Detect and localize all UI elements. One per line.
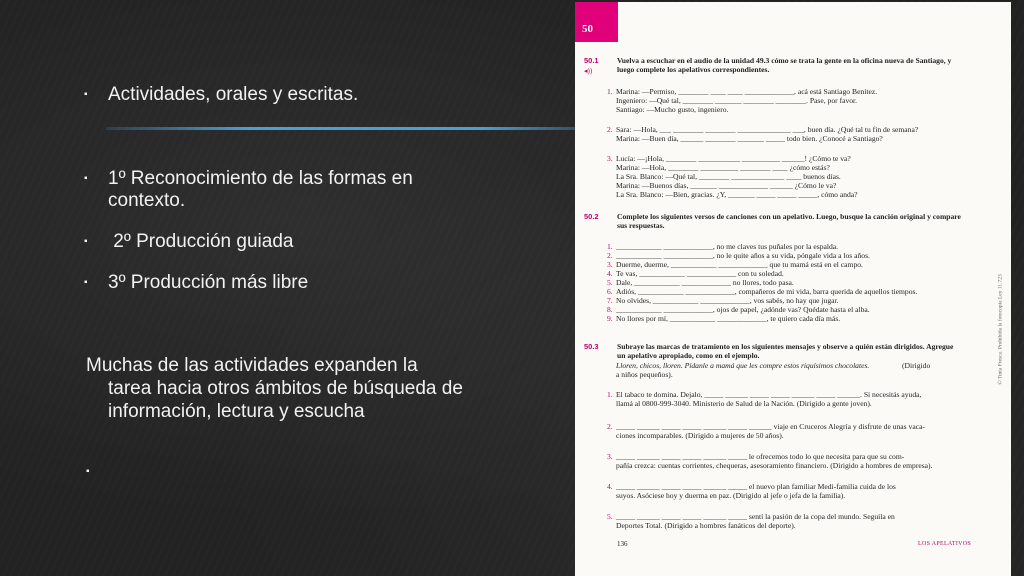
item-line: Marina: —Buenos días, _______ _____________ ______ ¿Cómo le va? [616,181,837,190]
item-line: Marina: —Buen día, ______ ________ _______ _____ todo bien. ¿Conocé a Santiago? [616,134,883,143]
exercise-number: 50.1 [584,56,599,65]
item-line: llamá al 0800-999-3040. Ministerio de Salud de la Nación. (Dirigido a gente joven). [616,399,872,408]
item-number: 3. [607,154,613,163]
exercise-50-1 [584,56,959,199]
item-number: 3. [607,260,613,269]
item-line: suyos. Asóciese hoy y duerma en paz. (Dirigido al jefe o jefa de la familia). [616,491,846,500]
item-line: pañía crezca: cuentas corrientes, chequeras, asesoramiento financiero. (Dirigido a hombres de empresa). [616,461,933,470]
bullet-mark: ▪ [84,89,88,100]
bullet-mark: ▪ [84,173,88,184]
footer-page-number: 136 [617,540,628,548]
item-number: 5. [607,278,613,287]
item-line: Lucía: —¡Hola, ________ ___________ __________ ______! ¿Cómo te va? [616,154,851,163]
item-number: 1. [607,242,613,251]
copyright-sidebar [995,252,1005,385]
item-line: Marina: —Hola, ________ __________ ________ ____ ¿cómo estás? [616,163,830,172]
exercise-instruction: Complete los siguientes versos de canciones con un apelativo. Luego, busque la canción original y compare sus respuestas. [617,212,961,231]
item-line: Duerme, duerme, ____________ _____________ que tu mamá está en el campo. [616,260,863,269]
example-note: (Dirigido [902,361,931,370]
paragraph [86,354,466,423]
item-number: 1. [607,390,613,399]
item-line: _____ ______ _____ _____ ______ _____ el nuevo plan familiar Medi-familia cuida de los [616,482,896,491]
item-number: 1. [607,87,613,96]
example-note-2: a niños pequeños). [616,370,673,379]
item-line: _____ ______ _____ _____ ______ _____ le ofrecemos todo lo que necesita para que su com- [616,452,905,461]
item-number: 5. [607,512,613,521]
item-line: Deportes Total. (Dirigido a hombres fanáticos del deporte). [616,521,796,530]
item-line: Ingeniero: —Qué tal, ________ _______ ________ ________. Pase, por favor. [616,96,858,105]
item-line: Marina: —Permiso, ________ ____ ____ _____________, acá está Santiago Benítez. [616,87,878,96]
item-number: 7. [607,296,613,305]
exercise-number: 50.3 [584,342,599,351]
item-line: No olvides, ____________ _____________, vos sabés, no hay que jugar. [616,296,839,305]
item-number: 2. [607,125,613,134]
item-number: 8. [607,305,613,314]
bullet-text: 1º Reconocimiento de las formas en contexto. [108,168,413,211]
empty-bullet: ▪ [86,466,90,477]
audio-icon: ◂)) [584,67,593,75]
bullet-text: Actividades, orales y escritas. [108,84,359,105]
exercise-instruction: Subraye las marcas de tratamiento en los siguientes mensajes y observe a quién están dirigidos. Agregue un apelativo apropiado, como en el ejemplo. [617,342,954,361]
bullet-mark: ▪ [84,277,88,288]
exercise-number: 50.2 [584,212,599,221]
paragraph-first-line: Muchas de las actividades expanden la [86,355,418,376]
copyright-text: © Tinta Fresca. Prohibida la fotocopia Ley 11.723 [997,274,1004,385]
item-line: La Sra. Blanco: —Bien, gracias. ¿Y, _______ _____ _____ _____, cómo anda? [616,190,858,199]
bullet-item [84,168,464,212]
item-number: 2. [607,422,613,431]
item-number: 9. [607,314,613,323]
item-line: Adiós, ____________ _____________, compañeros de mi vida, barra querida de aquellos tiempos. [616,287,918,296]
item-number: 3. [607,452,613,461]
bullet-item [84,84,358,106]
item-line: ____________ _____________, no le quite años a su vida, póngale vida a los años. [616,251,870,260]
item-line: ____________ _____________, ojos de papel, ¿adónde vas? Quédate hasta el alba. [616,305,870,314]
item-line: La Sra. Blanco: —Qué tal, ________ ______________ ____ buenos días. [616,172,841,181]
item-number: 4. [607,269,613,278]
item-line: ciones incomparables. (Dirigido a mujeres de 50 años). [616,431,784,440]
item-line: Sara: —Hola, ___ ________ ________ ______________ ___, buen día. ¿Qué tal tu fin de semana? [616,125,919,134]
example-text: Lloren, chicos, lloren. Pídanle a mamá que les compre estos riquísimos chocolates. [616,361,870,370]
footer-title: LOS APELATIVOS [918,541,972,547]
exercise-instruction: Vuelva a escuchar en el audio de la unidad 49.3 cómo se trata la gente en la oficina nueva de Santiago, y luego complete los apelativos correspondientes. [617,56,952,75]
bullet-mark: ▪ [84,236,88,247]
item-line: Dale, ____________ _____________ no llores, todo pasa. [616,278,794,287]
item-line: ____________ _____________, no me claves tus puñales por la espalda. [616,242,839,251]
exercise-50-2 [584,212,959,337]
paragraph-rest: tarea hacia otros ámbitos de búsqueda de información, lectura y escucha [108,378,463,422]
item-line: El tabaco te domina. Dejalo, _____ ______ _____ _____ ______ _____ ______. Si necesitás ayuda, [616,390,922,399]
exercise-50-3 [584,342,959,542]
bullet-item [84,231,293,253]
bullet-text: 2º Producción guiada [108,231,294,252]
bullet-text: 3º Producción más libre [108,272,309,293]
bullet-item [84,272,308,294]
item-line: No llores por mí, ____________ _____________, te quiero cada día más. [616,314,841,323]
item-line: Santiago: —Mucho gusto, ingeniero. [616,105,729,114]
item-line: Te vas, ____________ _____________ con tu soledad. [616,269,784,278]
item-line: _____ ______ _____ _____ ______ _____ sentí la pasión de la copa del mundo. Seguila en [616,512,895,521]
item-line: _____ ______ _____ _____ ______ _____ ______ viaje en Cruceros Alegría y disfrute de unas vaca- [616,422,925,431]
item-number: 4. [607,482,613,491]
book-page-image [575,2,1011,576]
blue-divider-line [106,127,576,130]
item-number: 6. [607,287,613,296]
page-number-tab: 50 [575,2,618,42]
item-number: 2. [607,251,613,260]
